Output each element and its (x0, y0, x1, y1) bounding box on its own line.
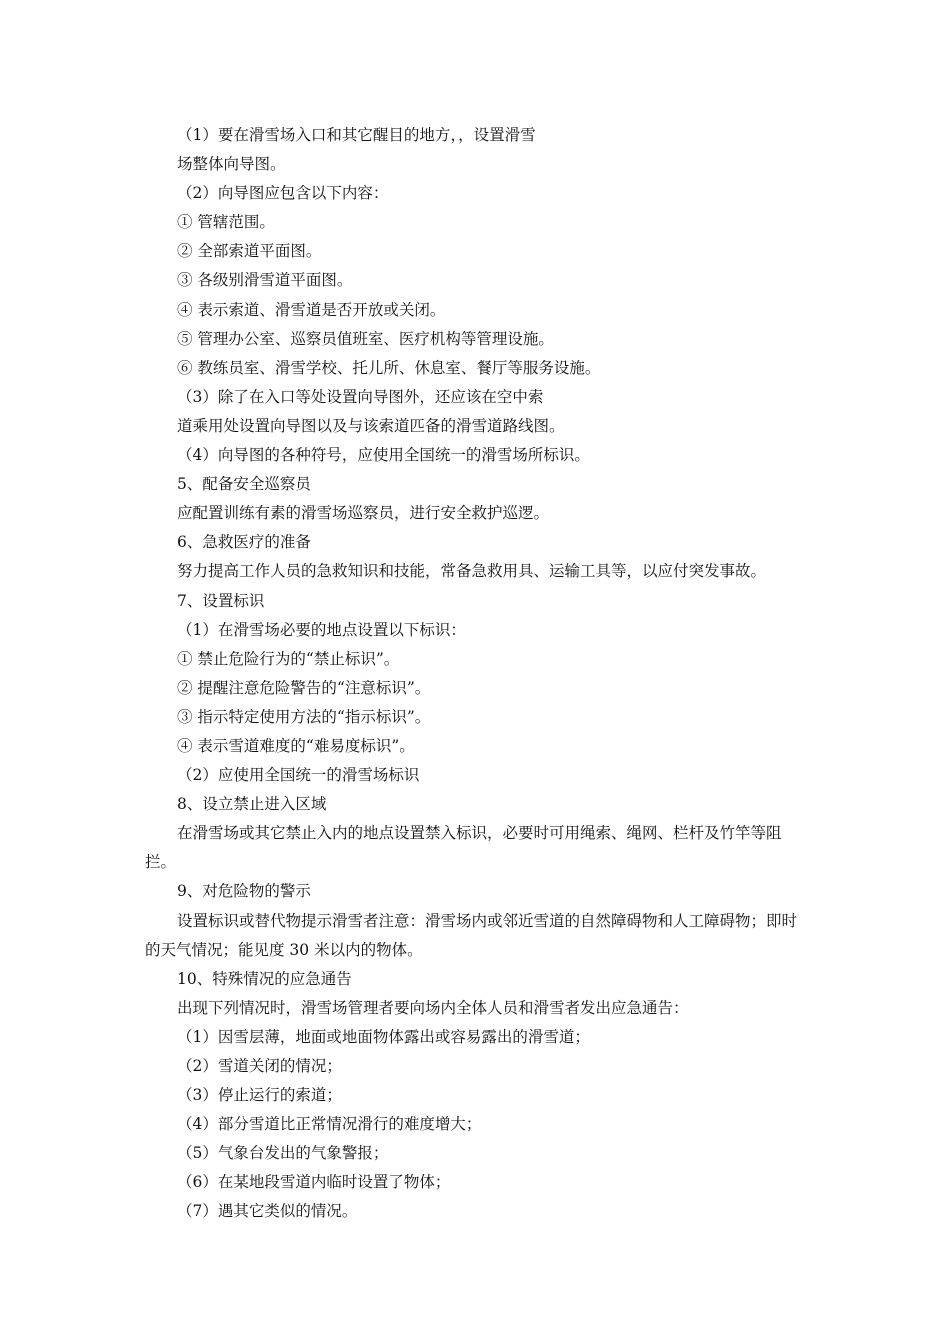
text-line: ④ 表示索道、滑雪道是否开放或关闭。 (177, 300, 446, 319)
text-line: （1）在滑雪场必要的地点设置以下标识： (177, 620, 466, 639)
text-line: 道乘用处设置向导图以及与该索道匹备的滑雪道路线图。 (177, 416, 565, 435)
text-line: ① 禁止危险行为的“禁止标识”。 (177, 649, 400, 668)
text-line: （2）向导图应包含以下内容： (177, 184, 389, 203)
paragraph-section-8: 在滑雪场或其它禁止入内的地点设置禁入标识，必要时可用绳索、绳网、栏杆及竹竿等阻拦。 (145, 824, 782, 872)
text-line: （2）雪道关闭的情况； (177, 1057, 342, 1075)
text-line: ① 管辖范围。 (177, 213, 275, 232)
text-line: （6）在某地段雪道内临时设置了物体； (177, 1173, 451, 1192)
text-line: 努力提高工作人员的急救知识和技能，常备急救用具、运输工具等，以应付突发事故。 (177, 562, 767, 581)
text-line: （3）停止运行的索道； (177, 1086, 342, 1105)
text-line: ② 提醒注意危险警告的“注意标识”。 (177, 678, 431, 697)
section-heading: 10、特殊情况的应急通告 (177, 969, 352, 988)
paragraph-section-9: 设置标识或替代物提示滑雪者注意：滑雪场内或邻近雪道的自然障碍物和人工障碍物；即时的天气情况；能见度 30 米以内的物体。 (145, 911, 798, 959)
text-line: （4）部分雪道比正常情况滑行的难度增大； (177, 1115, 482, 1134)
text-line: ③ 各级别滑雪道平面图。 (177, 271, 353, 290)
text-line: （7）遇其它类似的情况。 (177, 1202, 358, 1221)
text-line: 出现下列情况时，滑雪场管理者要向场内全体人员和滑雪者发出应急通告： (177, 998, 689, 1017)
section-heading: 6、急救医疗的准备 (177, 533, 311, 552)
text-line: ⑥ 教练员室、滑雪学校、托儿所、休息室、餐厅等服务设施。 (177, 358, 601, 377)
text-line: （4）向导图的各种符号，应使用全国统一的滑雪场所标识。 (177, 446, 590, 465)
section-heading: 7、设置标识 (177, 591, 265, 610)
section-heading: 5、配备安全巡察员 (177, 475, 311, 494)
text-line: （2）应使用全国统一的滑雪场标识 (177, 766, 420, 785)
text-line: ④ 表示雪道难度的“难易度标识”。 (177, 736, 415, 755)
section-heading: 9、对危险物的警示 (177, 882, 311, 901)
section-heading: 8、设立禁止进入区域 (177, 795, 327, 814)
text-line: （1）要在滑雪场入口和其它醒目的地方，，设置滑雪 (177, 126, 536, 144)
text-line: （1）因雪层薄，地面或地面物体露出或容易露出的滑雪道； (177, 1027, 590, 1046)
text-line: ③ 指示特定使用方法的“指示标识”。 (177, 707, 431, 726)
text-line: 应配置训练有素的滑雪场巡察员，进行安全救护巡逻。 (177, 504, 550, 523)
document-body (145, 121, 810, 1227)
text-line: ② 全部索道平面图。 (177, 242, 322, 261)
text-line: （3）除了在入口等处设置向导图外，还应该在空中索 (177, 387, 544, 406)
text-line: ⑤ 管理办公室、巡察员值班室、医疗机构等管理设施。 (177, 329, 554, 348)
text-line: 场整体向导图。 (177, 155, 286, 174)
text-line: （5）气象台发出的气象警报； (177, 1144, 389, 1163)
